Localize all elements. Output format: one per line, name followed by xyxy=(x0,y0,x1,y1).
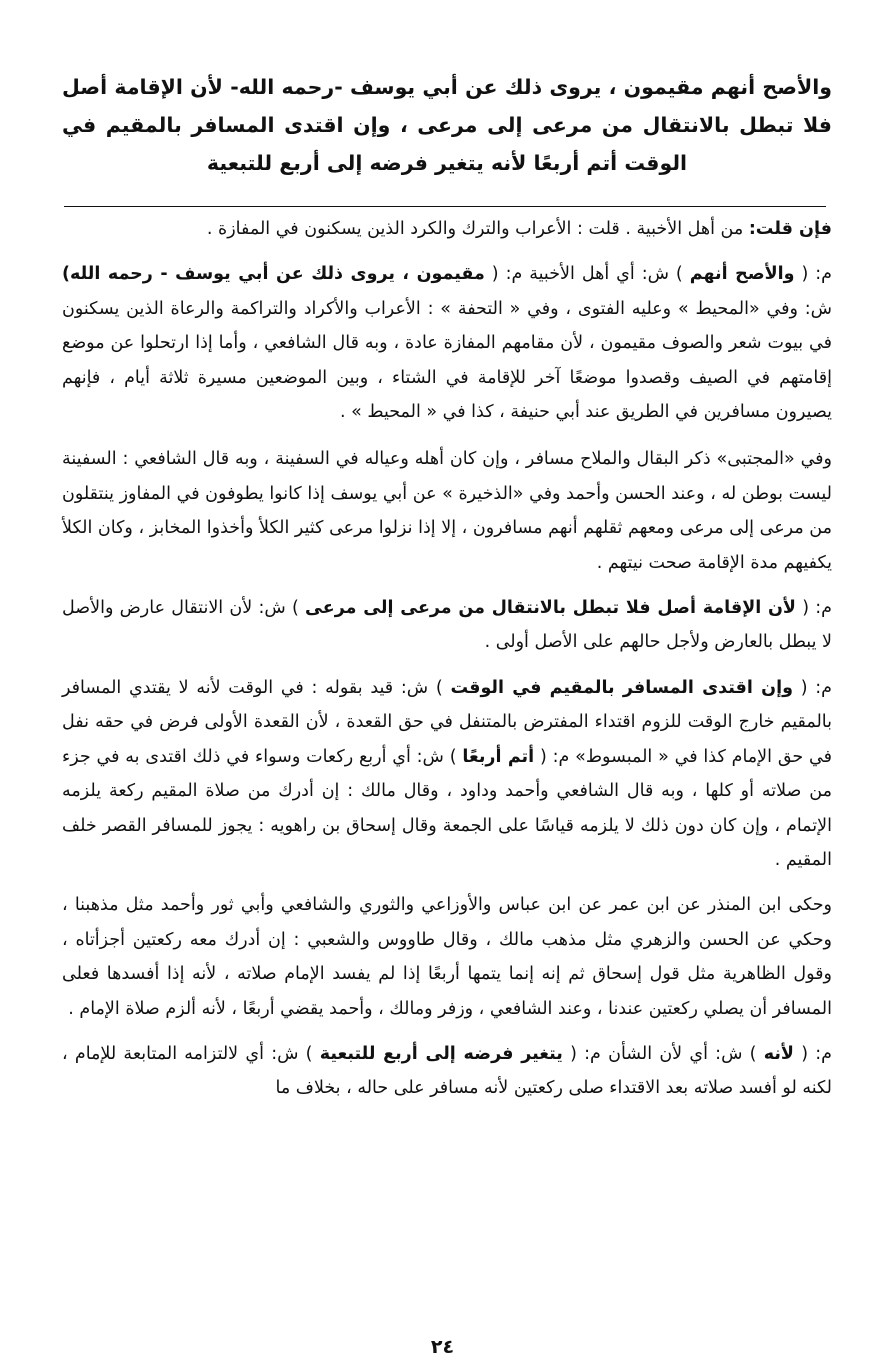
commentary-paragraph-2 xyxy=(62,257,832,429)
matn-marker: م: ( xyxy=(793,1043,832,1064)
sharh-marker: ) ش: أي أهل الأخبية م: ( xyxy=(484,264,690,285)
matn-marker: م: ( xyxy=(794,264,833,285)
matn-marker: م: ( xyxy=(792,677,832,698)
commentary-lead: فإن قلت: xyxy=(748,219,832,239)
matn-marker: م: ( xyxy=(795,598,833,619)
paragraph-gap xyxy=(62,877,832,888)
commentary-paragraph-3: وفي «المجتبى» ذكر البقال والملاح مسافر ، وإن كان أهله وعياله في السفينة ، وبه قال الشافعي : السفينة ليست بوطن له ، وعند الحسن وأحمد وفي «الذخيرة » عن أبي يوسف إذا كانوا يطوفون في المفاوز ينتقلون من مرعى إلى مرعى ومعهم ثقلهم أنهم مسافرون ، إلا إذا نزلوا مرعى كثير الكلأ وأخذوا المخابز ، وكان الكلأ يكفيهم مدة الإقامة صحت نيتهم . xyxy=(62,449,832,573)
paragraph-gap xyxy=(62,1026,832,1037)
matn-quote: وإن اقتدى المسافر بالمقيم في الوقت xyxy=(450,677,793,698)
separator-rule xyxy=(64,206,826,207)
sharh-marker: ) ش: أي لأن الشأن م: ( xyxy=(562,1043,764,1064)
matn-quote: والأصح أنهم xyxy=(689,264,795,285)
paragraph-gap xyxy=(62,580,832,591)
commentary-text: ) ش: لأن الانتقال عارض والأصل لا يبطل بالعارض ولأجل حالهم على الأصل أولى . xyxy=(62,598,832,653)
commentary-paragraph-7 xyxy=(62,1037,832,1106)
paragraph-gap xyxy=(62,660,832,671)
matn-quote: لأنه xyxy=(763,1043,794,1064)
matn-quote: أتم أربعًا xyxy=(462,746,535,767)
commentary-body xyxy=(62,212,832,1106)
matn-quote: لأن الإقامة أصل فلا تبطل بالانتقال من مرعى إلى مرعى xyxy=(305,598,796,619)
sharh-marker: ) ش: قيد بقوله : في الوقت لأنه لا يقتدي المسافر بالمقيم خارج الوقت للزوم اقتداء المفترض بالمتنفل في حق القعدة ، لأن القعدة الأولى فرض في حقه نفل في حق الإمام كذا في « المبسوط» م: ( xyxy=(62,677,833,767)
commentary-text: ) ش: أي أربع ركعات وسواء في ذلك اقتدى به في جزء من صلاته أو كلها ، وبه قال الشافعي وأحمد وداود ، وقال مالك : إن أدرك من صلاة المقيم ركعة يلزمه الإتمام ، وإن كان دون ذلك لا يلزمه قياسًا على الجمعة وقال إسحاق بن راهويه : يجوز للمسافر القصر خلف المقيم . xyxy=(62,746,832,870)
commentary-paragraph-6: وحكى ابن المنذر عن ابن عمر عن ابن عباس والأوزاعي والثوري والشافعي وأبي ثور وأحمد مثل مذهبنا ، وحكي عن الحسن والزهري مثل مذهب مالك ، وقال طاووس والشعبي : إن أدرك معه ركعتين أجزأتاه ، وقول الظاهرية مثل قول إسحاق ثم إنه إنما يتمها أربعًا إذا لم يفسد الإمام صلاته ، لأنه إذا أفسدها فعلى المسافر أن يصلي ركعتين عندنا ، وعند الشافعي ، وزفر ومالك ، وأحمد يقضي أربعًا ، لأنه ألزم صلاة الإمام . xyxy=(62,895,832,1019)
commentary-paragraph-1 xyxy=(62,212,832,246)
commentary-paragraph-5 xyxy=(62,671,832,877)
matn-quote: يتغير فرضه إلى أربع للتبعية xyxy=(319,1043,563,1064)
paragraph-gap xyxy=(62,246,832,257)
commentary-text: من أهل الأخبية . قلت : الأعراب والترك والكرد الذين يسكنون في المفازة . xyxy=(206,219,749,239)
matn-quote: مقيمون ، يروى ذلك عن أبي يوسف - رحمه الله) xyxy=(62,264,485,285)
matn-text-block: والأصح أنهم مقيمون ، يروى ذلك عن أبي يوسف -رحمه الله- لأن الإقامة أصل فلا تبطل بالانتقال من مرعى إلى مرعى ، وإن اقتدى المسافر بالمقيم في الوقت أتم أربعًا لأنه يتغير فرضه إلى أربع للتبعية xyxy=(62,75,832,175)
commentary-text: ش: وفي «المحيط » وعليه الفتوى ، وفي « التحفة » : الأعراب والأكراد والتراكمة والرعاة الذين يسكنون في بيوت شعر والصوف مقيمون ، لأن مقامهم المفازة عادة ، وبه قال الشافعي ، وأما إذا ارتحلوا عن موضع إقامتهم في الصيف وقصدوا موضعًا آخر للإقامة في الشتاء ، وبين الموضعين مسيرة ثلاثة أيام ، فإنهم يصيرون مسافرين في الطريق عند أبي حنيفة ، كذا في « المحيط » . xyxy=(62,298,832,423)
page-number: ٢٤ xyxy=(430,1336,455,1358)
commentary-text: ) ش: أي لالتزامه المتابعة للإمام ، لكنه لو أفسد صلاته بعد الاقتداء صلى ركعتين لأنه مسافر على حاله ، بخلاف ما xyxy=(62,1043,832,1099)
commentary-paragraph-4 xyxy=(62,591,832,660)
paragraph-gap xyxy=(62,429,832,442)
